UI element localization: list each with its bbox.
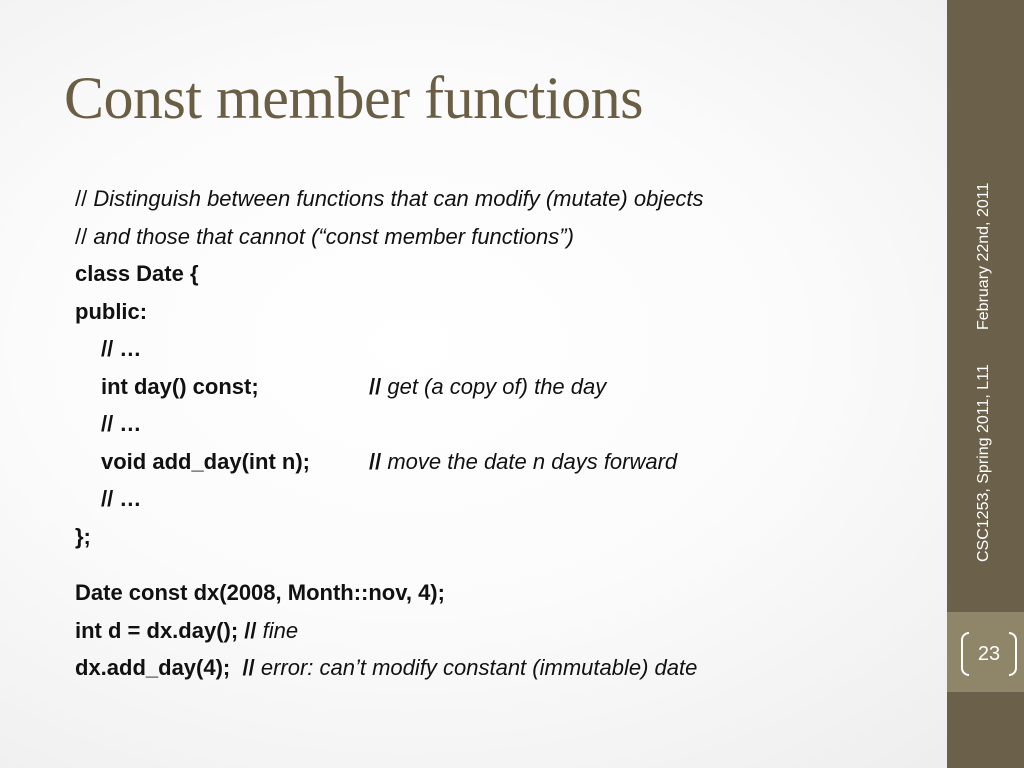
- comment-slashes: //: [369, 448, 382, 474]
- const-declaration: Date const dx(2008, Month::nov, 4);: [75, 580, 445, 605]
- code-line-day: [75, 368, 935, 406]
- code-line-comment-1: [75, 180, 935, 218]
- add-day-declaration: void add_day(int n);: [101, 448, 310, 474]
- public-label: public:: [75, 298, 148, 324]
- right-bracket-icon: [1009, 632, 1017, 676]
- comment-slashes: //: [244, 617, 257, 643]
- left-bracket-icon: [961, 632, 969, 676]
- comment-slashes: //: [75, 186, 88, 211]
- use-code: dx.add_day(4);: [75, 655, 243, 680]
- code-line-comment-2: [75, 218, 935, 256]
- comment-slashes: //: [75, 223, 88, 249]
- code-line-ellipsis-2: [75, 405, 935, 443]
- class-close: };: [75, 523, 91, 549]
- day-declaration: int day() const;: [101, 373, 259, 399]
- spacer: [75, 555, 935, 574]
- code-line-class-decl: [75, 255, 935, 293]
- comment-slashes: //: [242, 655, 255, 680]
- code-line-use-1: [75, 612, 935, 650]
- comment-slashes: //: [369, 373, 382, 399]
- code-line-ellipsis-3: [75, 480, 935, 518]
- comment-text: error: can’t modify constant (immutable) date: [254, 655, 698, 680]
- code-body: [75, 180, 935, 687]
- ellipsis-comment: // …: [101, 336, 142, 361]
- slide-title: Const member functions: [64, 65, 643, 131]
- code-line-add-day: [75, 443, 935, 481]
- code-line-class-close: [75, 518, 935, 556]
- class-declaration: class Date {: [75, 261, 199, 286]
- code-line-use-2: [75, 649, 935, 687]
- comment-text: Distinguish between functions that can modify (mutate) objects: [87, 186, 704, 211]
- add-day-comment: [369, 443, 677, 481]
- comment-text: move the date n days forward: [381, 448, 678, 474]
- ellipsis-comment: // …: [101, 411, 142, 436]
- footer-course: CSC1253, Spring 2011, L11: [975, 364, 992, 562]
- slide-number-text: 23: [977, 643, 1001, 665]
- slide-number: [961, 632, 1017, 676]
- code-line-ellipsis-1: [75, 330, 935, 368]
- footer-date: February 22nd, 2011: [975, 182, 992, 330]
- comment-text: get (a copy of) the day: [381, 373, 607, 399]
- comment-text: fine: [256, 617, 299, 643]
- ellipsis-comment: // …: [101, 486, 142, 511]
- comment-text: and those that cannot (“const member functions”): [87, 223, 574, 249]
- code-line-public: [75, 293, 935, 331]
- use-code: int d = dx.day();: [75, 617, 245, 643]
- code-line-const-decl: [75, 574, 935, 612]
- day-comment: [369, 368, 606, 406]
